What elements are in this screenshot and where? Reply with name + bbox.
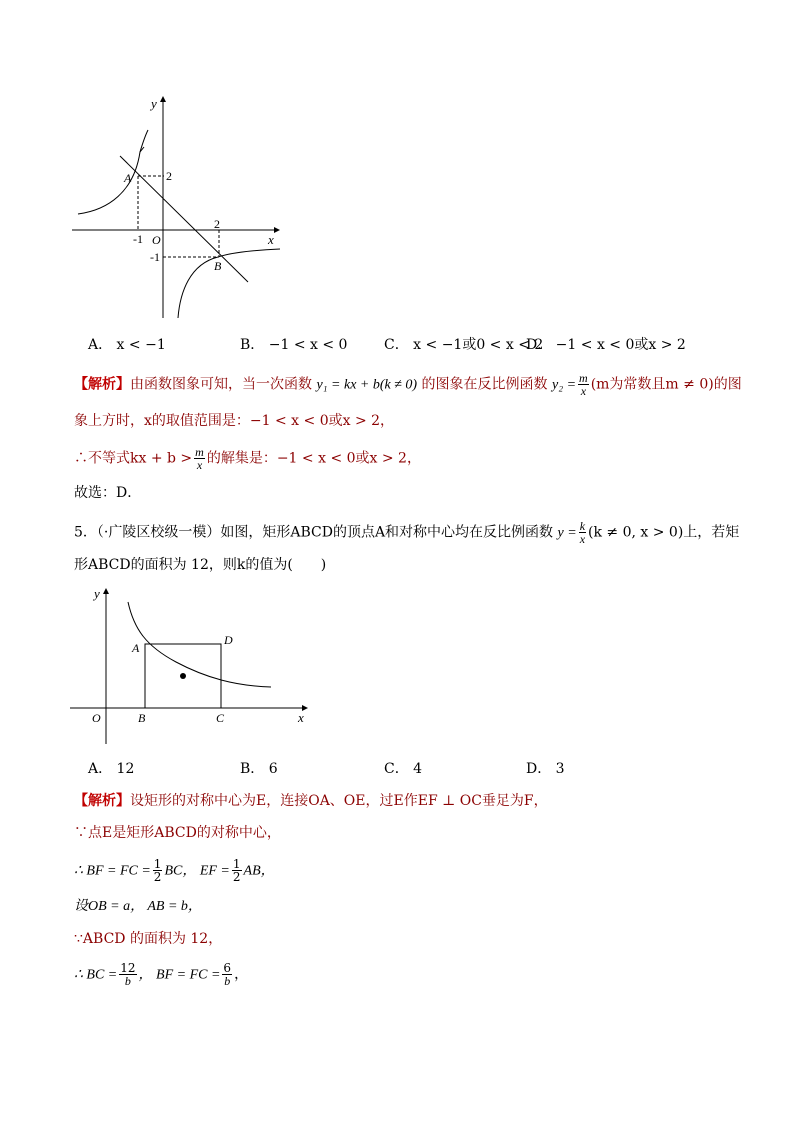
q4-tick-neg1-x: -1 [133, 232, 143, 246]
q4-analysis-line2: 象上方时，x的取值范围是：−1 < x < 0或x > 2， [74, 413, 395, 429]
q4-label-x: x [268, 232, 274, 247]
q5-option-c: C． 4 [384, 761, 423, 777]
q4-hyperbola-right [178, 249, 280, 318]
q5-label-O: O [92, 711, 101, 725]
fraction: $\frac{m}{x}$ [195, 445, 204, 472]
q5-label-C: C [216, 711, 225, 725]
q4-analysis-line3: ∴不等式kx + b > $\frac{m}{x}$ 的解集是：−1 < x < 0或x > 2， [74, 445, 421, 472]
analysis-tag: 【解析】 [74, 793, 130, 809]
q4-option-d: D． −1 < x < 0或x > 2 [526, 337, 686, 353]
q5-analysis-line6: ∴ BC = $\frac{12}{b}$ ， BF = FC = $\frac{6}{b}$ ， [74, 961, 249, 988]
q4-option-a: A． x < −1 [88, 337, 166, 353]
q4-tick-2-x: 2 [214, 217, 220, 231]
q4-analysis-line1: 【解析】由函数图象可知，当一次函数 y₁ = kx + b(k ≠ 0) 的图象在反比例函数 y₂ = $\frac{m}{x}$ (m为常数且m ≠ 0)的图 [74, 371, 742, 398]
q5-analysis-line3: ∴ BF = FC = $\frac{1}{2}$ BC， EF = $\frac{1}{2}$ AB， [74, 857, 275, 884]
q5-label-D: D [224, 633, 233, 647]
q5-label-A: A [132, 641, 140, 655]
q5-option-a: A． 12 [88, 761, 135, 777]
q4-hyperbola-left [78, 147, 144, 214]
fraction: $\frac{1}{2}$ [232, 857, 241, 884]
q5-analysis-line4: 设OB = a， AB = b， [74, 899, 202, 914]
q4-line [120, 156, 248, 282]
q5-stem-line2: 形ABCD的面积为 12，则k的值为( ) [74, 557, 327, 573]
q4-option-c: C． x < −1或0 < x < 2 [384, 337, 544, 353]
q5-analysis-line1: 【解析】设矩形的对称中心为E，连接OA、OE，过E作EF ⊥ OC垂足为F， [74, 793, 548, 809]
fraction: $\frac{6}{b}$ [223, 961, 232, 988]
q4-analysis-line4: 故选：D． [74, 485, 142, 501]
q5-option-d: D． 3 [526, 761, 565, 777]
analysis-tag: 【解析】 [74, 376, 130, 393]
q5-analysis-line2: ∵点E是矩形ABCD的对称中心， [74, 825, 281, 841]
fraction: $\frac{1}{2}$ [153, 857, 162, 884]
fraction: $\frac{k}{x}$ [579, 519, 586, 546]
q4-label-A: A [124, 171, 132, 185]
q5-y-arrow [103, 588, 109, 594]
q4-x-arrow [274, 227, 280, 233]
q4-option-b: B． −1 < x < 0 [240, 337, 348, 353]
q5-label-B: B [138, 711, 146, 725]
q5-option-b: B． 6 [240, 761, 278, 777]
fraction: $\frac{12}{b}$ [120, 961, 136, 988]
fraction: $\frac{m}{x}$ [579, 371, 588, 398]
q5-analysis-line5: ∵ABCD 的面积为 12， [74, 931, 223, 947]
q4-graph [68, 92, 288, 324]
q5-label-y: y [94, 586, 100, 601]
q4-y-arrow [160, 96, 166, 102]
q4-tick-2-y: 2 [166, 169, 172, 183]
q4-label-y: y [151, 96, 157, 111]
q5-center-point [180, 673, 186, 679]
q5-label-x: x [298, 710, 304, 725]
q5-stem-line1: 5．（·广陵区校级一模）如图，矩形ABCD的顶点A和对称中心均在反比例函数 y = $\frac{k}{x}$ (k ≠ 0, x > 0)上，若矩 [74, 519, 740, 546]
q4-label-O: O [152, 233, 161, 247]
q5-graph [66, 584, 316, 746]
q4-tick-neg1-y: -1 [150, 250, 160, 264]
q4-label-B: B [214, 259, 222, 273]
